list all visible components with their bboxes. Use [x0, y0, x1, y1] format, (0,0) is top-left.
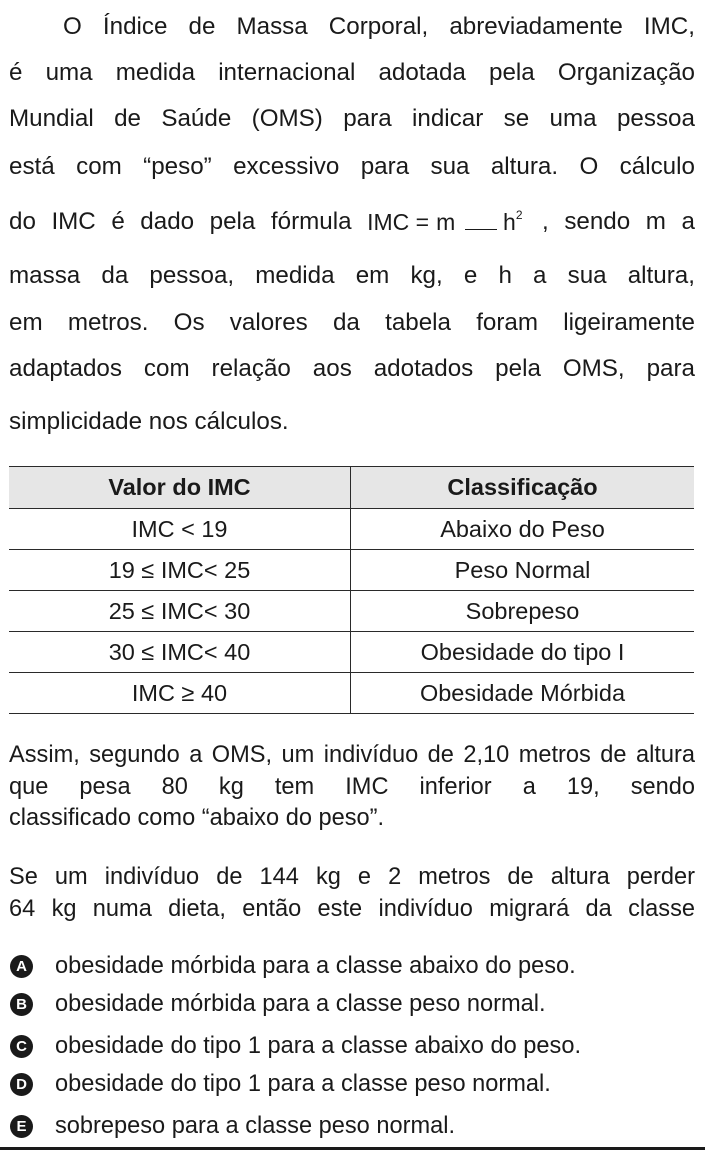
intro-word: de	[114, 105, 141, 132]
option-b[interactable]	[9, 987, 546, 1021]
formula-word: do	[9, 208, 36, 235]
intro-word: da	[332, 309, 360, 336]
intro-word: adotados	[373, 355, 474, 382]
intro-word: Corporal,	[328, 13, 429, 40]
header-classification: Classificação	[351, 467, 695, 509]
intro-word: sua	[567, 262, 607, 289]
intro-word: pela	[495, 355, 541, 382]
formula-word: sendo	[564, 208, 631, 235]
intro-word: altura.	[490, 153, 559, 180]
intro-word: metros.	[67, 309, 149, 336]
intro-word: indicar	[412, 105, 484, 132]
intro-word: está	[9, 153, 55, 180]
intro-word: sua	[430, 153, 470, 180]
intro-word: OMS,	[562, 355, 625, 382]
option-a[interactable]	[9, 949, 576, 983]
intro-word: tabela	[385, 309, 451, 336]
classification-cell: Obesidade do tipo I	[351, 632, 695, 673]
option-b-letter-icon: B	[10, 993, 33, 1016]
question-stem-line-2: 64 kg numa dieta, então este indivíduo migrará da classe	[9, 895, 695, 922]
intro-word: “peso”	[143, 153, 212, 180]
option-a-text: obesidade mórbida para a classe abaixo do peso.	[55, 952, 576, 979]
intro-line-6	[9, 256, 695, 296]
intro-word: uma	[549, 105, 597, 132]
imc-range-cell: 25 ≤ IMC< 30	[9, 591, 351, 632]
intro-word: se	[503, 105, 530, 132]
intro-word: (OMS)	[251, 105, 323, 132]
intro-word: Mundial	[9, 105, 94, 132]
intro-word: aos	[312, 355, 352, 382]
intro-word: da	[101, 262, 129, 289]
intro-word: Organização	[557, 59, 695, 86]
formula-word: ,	[542, 208, 549, 235]
formula-word: m	[645, 208, 666, 235]
intro-word: Os	[173, 309, 205, 336]
table-row	[9, 632, 694, 673]
formula-word: pela	[209, 208, 256, 235]
intro-line-9	[9, 402, 695, 442]
formula-exponent: 2	[515, 208, 523, 223]
table-header-row	[9, 467, 694, 509]
option-d[interactable]	[9, 1067, 551, 1101]
option-c[interactable]	[9, 1029, 581, 1063]
question-stem-line-1: Se um indivíduo de 144 kg e 2 metros de altura perder	[9, 864, 695, 890]
intro-line-3	[9, 99, 695, 139]
intro-word: com	[143, 355, 190, 382]
table-row	[9, 509, 694, 550]
intro-word: uma	[45, 59, 93, 86]
option-b-text: obesidade mórbida para a classe peso normal.	[55, 990, 546, 1017]
table-row	[9, 591, 694, 632]
intro-word: O	[579, 153, 599, 180]
intro-word: cálculo	[619, 153, 695, 180]
classification-cell: Obesidade Mórbida	[351, 673, 695, 714]
intro-word: a	[533, 262, 547, 289]
imc-classification-table	[9, 466, 694, 714]
intro-word: medida	[115, 59, 196, 86]
intro-word: excessivo	[233, 153, 340, 180]
classification-cell: Sobrepeso	[351, 591, 695, 632]
intro-word: O	[63, 13, 82, 40]
intro-word: Índice	[102, 13, 168, 40]
intro-line-1	[63, 7, 695, 47]
option-a-letter-icon: A	[10, 955, 33, 978]
intro-line-8	[9, 349, 695, 389]
formula-word: a	[681, 208, 695, 235]
intro-word: adotada	[378, 59, 466, 86]
intro-word: de	[188, 13, 216, 40]
formula-word: dado	[140, 208, 195, 235]
intro-word: é	[9, 59, 23, 86]
option-c-letter-icon: C	[10, 1035, 33, 1058]
intro-word: Saúde	[161, 105, 232, 132]
intro-word: kg,	[410, 262, 443, 289]
intro-word: e	[463, 262, 478, 289]
intro-word: pessoa	[616, 105, 695, 132]
example-paragraph	[9, 740, 695, 835]
intro-word: h	[498, 262, 512, 289]
option-e-text: sobrepeso para a classe peso normal.	[55, 1112, 456, 1139]
classification-cell: Peso Normal	[351, 550, 695, 591]
intro-word: adaptados	[9, 355, 122, 382]
intro-word: para	[360, 153, 410, 180]
option-d-letter-icon: D	[10, 1073, 33, 1096]
intro-word: em	[355, 262, 390, 289]
intro-word: para	[646, 355, 695, 382]
intro-line-7	[9, 303, 695, 343]
intro-word: pessoa,	[149, 262, 235, 289]
formula-word: fórmula	[270, 208, 352, 235]
imc-range-cell: 19 ≤ IMC< 25	[9, 550, 351, 591]
classification-cell: Abaixo do Peso	[351, 509, 695, 550]
question-stem	[9, 862, 695, 925]
imc-range-cell: IMC < 19	[9, 509, 351, 550]
table-row	[9, 673, 694, 714]
intro-word: pela	[489, 59, 535, 86]
imc-formula	[367, 194, 526, 250]
intro-word: IMC,	[643, 13, 695, 40]
intro-word: foram	[476, 309, 539, 336]
example-paragraph-body: Assim, segundo a OMS, um indivíduo de 2,10 metros de altura que pesa 80 kg tem IMC inferior a 19, sendo	[9, 742, 695, 800]
formula-lhs: IMC =	[367, 209, 430, 235]
table-row	[9, 550, 694, 591]
imc-range-cell: IMC ≥ 40	[9, 673, 351, 714]
intro-word: em	[9, 309, 43, 336]
option-e-letter-icon: E	[10, 1115, 33, 1138]
intro-word: abreviadamente	[449, 13, 623, 40]
intro-word: ligeiramente	[563, 309, 695, 336]
bottom-divider	[0, 1147, 705, 1150]
intro-last-text: simplicidade nos cálculos.	[9, 408, 289, 435]
intro-word: medida	[255, 262, 335, 289]
option-c-text: obesidade do tipo 1 para a classe abaixo do peso.	[55, 1032, 581, 1059]
intro-formula-line	[9, 194, 695, 250]
intro-word: massa	[9, 262, 81, 289]
intro-word: Massa	[236, 13, 308, 40]
fraction-bar	[465, 229, 497, 231]
example-paragraph-end: classificado como “abaixo do peso”.	[9, 805, 385, 831]
formula-word: é	[111, 208, 125, 235]
intro-line-2	[9, 53, 695, 93]
option-e[interactable]	[9, 1109, 455, 1143]
intro-line-4	[9, 147, 695, 187]
intro-word: para	[343, 105, 392, 132]
formula-word: IMC	[51, 208, 96, 235]
imc-range-cell: 30 ≤ IMC< 40	[9, 632, 351, 673]
intro-word: relação	[211, 355, 291, 382]
header-imc-value: Valor do IMC	[9, 467, 351, 509]
option-d-text: obesidade do tipo 1 para a classe peso normal.	[55, 1070, 551, 1097]
intro-word: altura,	[627, 262, 695, 289]
formula-denominator: $h^2$	[503, 208, 523, 235]
intro-word: valores	[229, 309, 308, 336]
formula-numerator: m	[436, 209, 456, 235]
formula-fraction	[433, 194, 522, 250]
intro-word: internacional	[218, 59, 356, 86]
intro-word: com	[76, 153, 122, 180]
